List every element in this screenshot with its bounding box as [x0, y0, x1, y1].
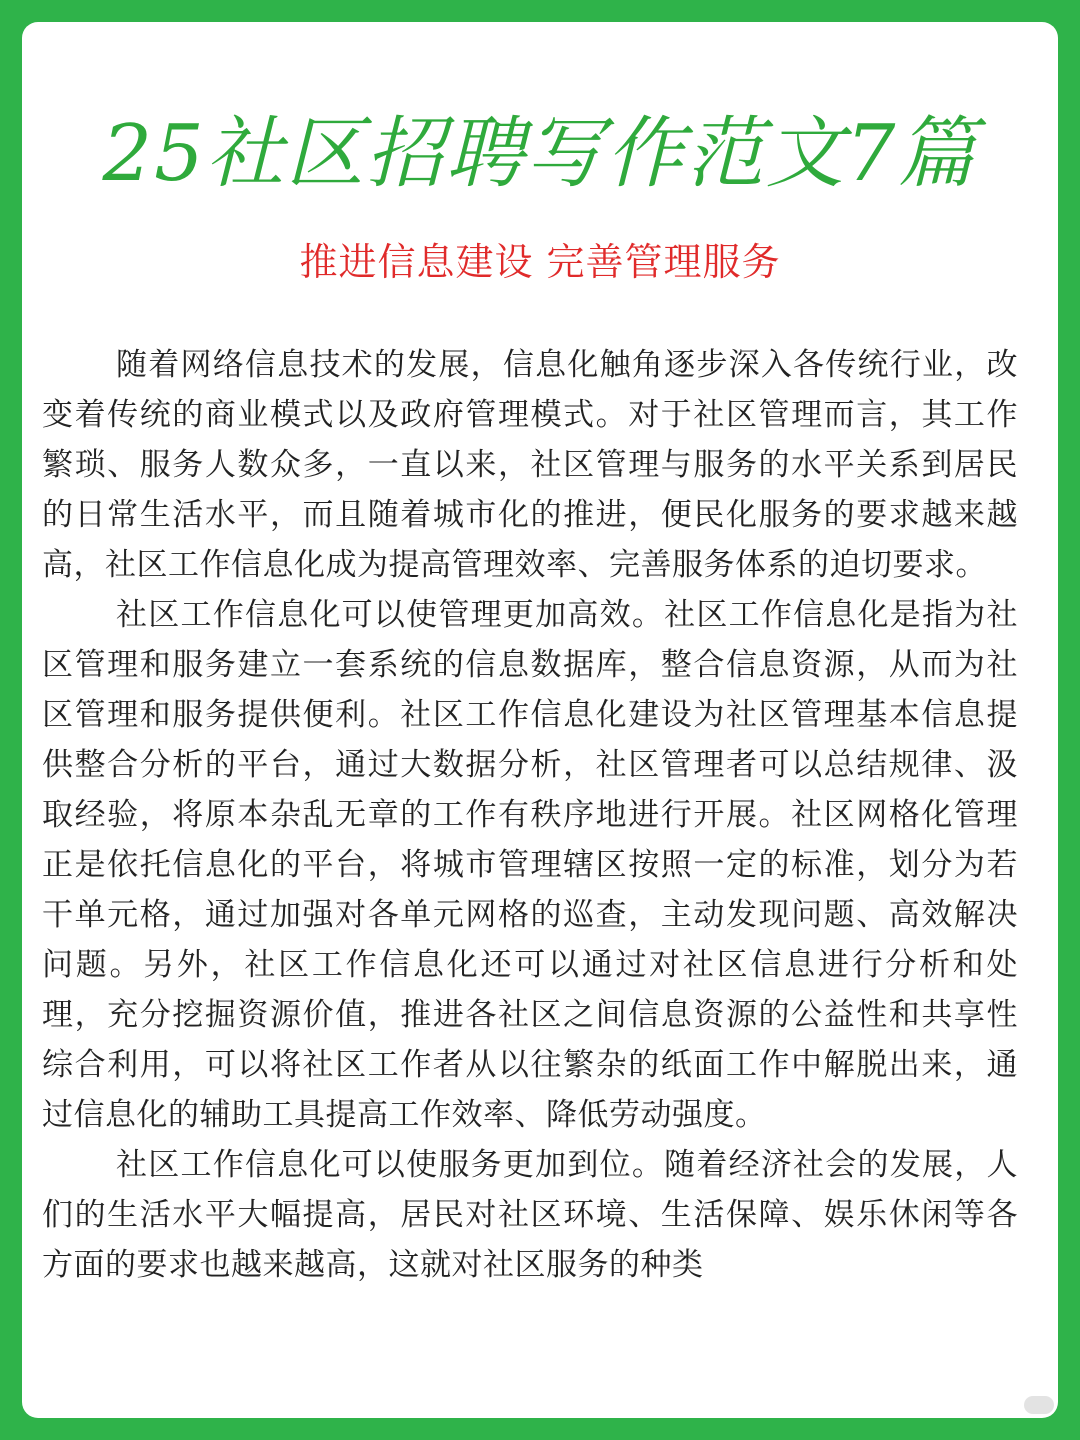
paragraph-1: 随着网络信息技术的发展，信息化触角逐步深入各传统行业，改变着传统的商业模式以及政府管理模式。对于社区管理而言，其工作繁琐、服务人数众多，一直以来，社区管理与服务的水平关系到居民的日常生活水平，而且随着城市化的推进，便民化服务的要求越来越高，社区工作信息化成为提高管理效率、完善服务体系的迫切要求。 [42, 347, 1018, 583]
article-body [42, 340, 1018, 1290]
paragraph-3: 社区工作信息化可以使服务更加到位。随着经济社会的发展，人们的生活水平大幅提高，居民对社区环境、生活保障、娱乐休闲等各方面的要求也越来越高，这就对社区服务的种类 [42, 1147, 1018, 1283]
page-subtitle: 推进信息建设 完善管理服务 [299, 240, 781, 284]
document-card [22, 22, 1058, 1418]
watermark-badge [1024, 1396, 1054, 1414]
paragraph-2: 社区工作信息化可以使管理更加高效。社区工作信息化是指为社区管理和服务建立一套系统的信息数据库，整合信息资源，从而为社区管理和服务提供便利。社区工作信息化建设为社区管理基本信息提供整合分析的平台，通过大数据分析，社区管理者可以总结规律、汲取经验，将原本杂乱无章的工作有秩序地进行开展。社区网格化管理正是依托信息化的平台，将城市管理辖区按照一定的标准，划分为若干单元格，通过加强对各单元网格的巡查，主动发现问题、高效解决问题。另外，社区工作信息化还可以通过对社区信息进行分析和处理，充分挖掘资源价值，推进各社区之间信息资源的公益性和共享性综合利用，可以将社区工作者从以往繁杂的纸面工作中解脱出来，通过信息化的辅助工具提高工作效率、降低劳动强度。 [42, 597, 1018, 1133]
page-title: 25社区招聘写作范文7篇 [102, 109, 978, 199]
